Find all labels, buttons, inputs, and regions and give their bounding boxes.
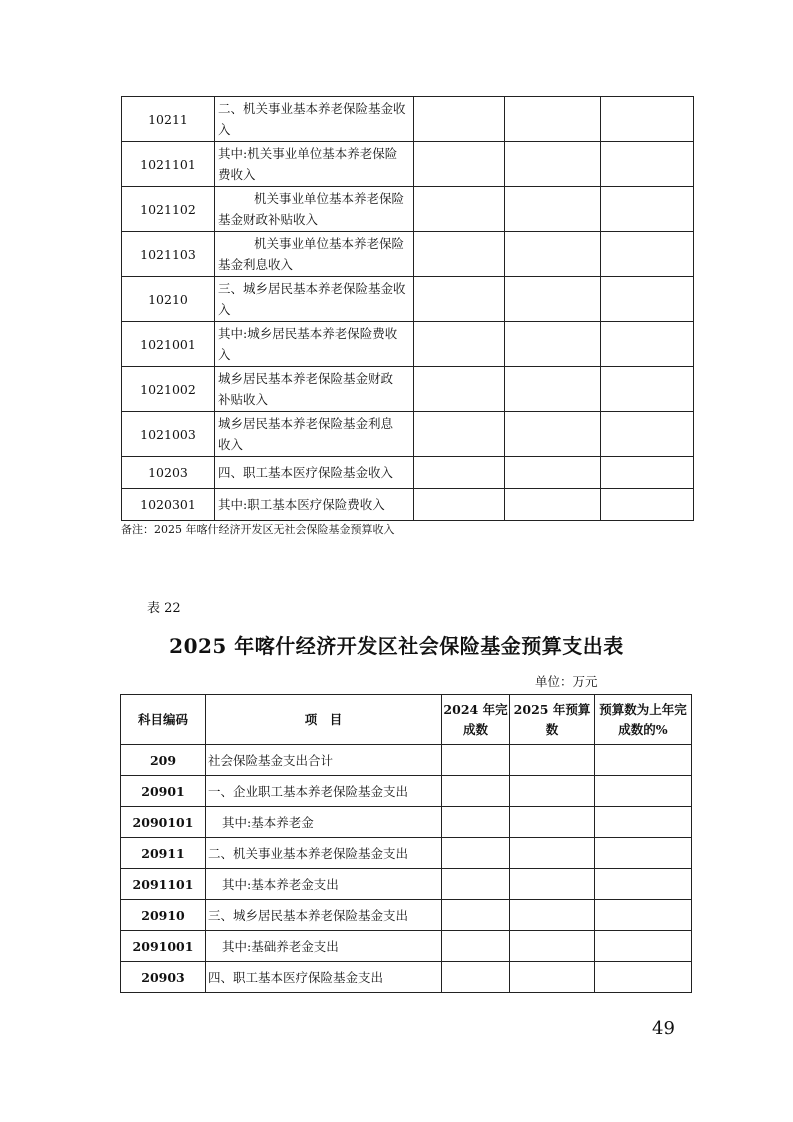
empty-cell bbox=[505, 322, 601, 367]
empty-cell bbox=[595, 869, 692, 900]
expenditure-table bbox=[120, 694, 692, 993]
empty-cell bbox=[414, 277, 505, 322]
table-number: 表 22 bbox=[147, 601, 181, 616]
header-ratio: 预算数为上年完 成数的% bbox=[595, 695, 692, 745]
empty-cell bbox=[595, 745, 692, 776]
subject-code: 20910 bbox=[121, 900, 206, 931]
empty-cell bbox=[510, 931, 595, 962]
item-name: 其中:城乡居民基本养老保险费收 入 bbox=[215, 322, 414, 367]
item-name: 三、城乡居民基本养老保险基金支出 bbox=[206, 900, 442, 931]
empty-cell bbox=[510, 745, 595, 776]
empty-cell bbox=[442, 900, 510, 931]
table-row bbox=[121, 962, 692, 993]
subject-code: 1021002 bbox=[122, 367, 215, 412]
item-name: 其中:基本养老金 bbox=[206, 807, 442, 838]
empty-cell bbox=[442, 931, 510, 962]
empty-cell bbox=[601, 187, 694, 232]
empty-cell bbox=[505, 489, 601, 521]
empty-cell bbox=[601, 97, 694, 142]
item-name: 其中:职工基本医疗保险费收入 bbox=[215, 489, 414, 521]
revenue-continuation-table bbox=[121, 96, 694, 521]
table-row bbox=[122, 277, 694, 322]
subject-code: 10203 bbox=[122, 457, 215, 489]
empty-cell bbox=[414, 367, 505, 412]
footnote: 备注：2025 年喀什经济开发区无社会保险基金预算收入 bbox=[121, 523, 395, 536]
empty-cell bbox=[601, 142, 694, 187]
empty-cell bbox=[601, 277, 694, 322]
empty-cell bbox=[414, 142, 505, 187]
empty-cell bbox=[595, 838, 692, 869]
item-name: 二、机关事业基本养老保险基金收 入 bbox=[215, 97, 414, 142]
empty-cell bbox=[510, 869, 595, 900]
empty-cell bbox=[442, 807, 510, 838]
table-row bbox=[122, 232, 694, 277]
empty-cell bbox=[505, 232, 601, 277]
empty-cell bbox=[442, 838, 510, 869]
empty-cell bbox=[601, 367, 694, 412]
empty-cell bbox=[505, 187, 601, 232]
table-row bbox=[122, 412, 694, 457]
empty-cell bbox=[595, 931, 692, 962]
item-name: 城乡居民基本养老保险基金利息 收入 bbox=[215, 412, 414, 457]
empty-cell bbox=[414, 457, 505, 489]
item-name: 一、企业职工基本养老保险基金支出 bbox=[206, 776, 442, 807]
table-row bbox=[122, 142, 694, 187]
empty-cell bbox=[442, 745, 510, 776]
table-row bbox=[122, 97, 694, 142]
empty-cell bbox=[510, 900, 595, 931]
empty-cell bbox=[505, 367, 601, 412]
unit-label: 单位：万元 bbox=[535, 674, 598, 689]
empty-cell bbox=[414, 489, 505, 521]
subject-code: 1021102 bbox=[122, 187, 215, 232]
empty-cell bbox=[505, 97, 601, 142]
item-name: 城乡居民基本养老保险基金财政 补贴收入 bbox=[215, 367, 414, 412]
item-name: 其中:机关事业单位基本养老保险 费收入 bbox=[215, 142, 414, 187]
item-name: 其中:基础养老金支出 bbox=[206, 931, 442, 962]
subject-code: 20901 bbox=[121, 776, 206, 807]
empty-cell bbox=[442, 962, 510, 993]
table-row bbox=[121, 745, 692, 776]
item-name: 二、机关事业基本养老保险基金支出 bbox=[206, 838, 442, 869]
subject-code: 1021101 bbox=[122, 142, 215, 187]
item-name: 其中:基本养老金支出 bbox=[206, 869, 442, 900]
page-title: 2025 年喀什经济开发区社会保险基金预算支出表 bbox=[169, 634, 624, 658]
table-row bbox=[121, 931, 692, 962]
empty-cell bbox=[510, 807, 595, 838]
item-name: 机关事业单位基本养老保险 基金财政补贴收入 bbox=[215, 187, 414, 232]
subject-code: 2090101 bbox=[121, 807, 206, 838]
header-budget: 2025 年预算数 bbox=[510, 695, 595, 745]
empty-cell bbox=[510, 962, 595, 993]
header-code: 科目编码 bbox=[121, 695, 206, 745]
header-prev-year: 2024 年完 成数 bbox=[442, 695, 510, 745]
empty-cell bbox=[595, 776, 692, 807]
table-row bbox=[121, 776, 692, 807]
table-row bbox=[121, 807, 692, 838]
item-name: 机关事业单位基本养老保险 基金利息收入 bbox=[215, 232, 414, 277]
empty-cell bbox=[601, 457, 694, 489]
table-row bbox=[122, 367, 694, 412]
table-row bbox=[121, 838, 692, 869]
empty-cell bbox=[414, 232, 505, 277]
subject-code: 1021003 bbox=[122, 412, 215, 457]
empty-cell bbox=[442, 776, 510, 807]
page-number: 49 bbox=[652, 1018, 675, 1039]
item-name: 四、职工基本医疗保险基金支出 bbox=[206, 962, 442, 993]
empty-cell bbox=[595, 900, 692, 931]
subject-code: 10210 bbox=[122, 277, 215, 322]
subject-code: 1021001 bbox=[122, 322, 215, 367]
table-row bbox=[121, 869, 692, 900]
subject-code: 209 bbox=[121, 745, 206, 776]
empty-cell bbox=[505, 412, 601, 457]
subject-code: 20903 bbox=[121, 962, 206, 993]
subject-code: 20911 bbox=[121, 838, 206, 869]
empty-cell bbox=[595, 807, 692, 838]
table-row bbox=[122, 322, 694, 367]
table-row bbox=[122, 489, 694, 521]
item-name: 三、城乡居民基本养老保险基金收 入 bbox=[215, 277, 414, 322]
empty-cell bbox=[414, 322, 505, 367]
empty-cell bbox=[414, 97, 505, 142]
empty-cell bbox=[510, 776, 595, 807]
item-name: 四、职工基本医疗保险基金收入 bbox=[215, 457, 414, 489]
empty-cell bbox=[601, 412, 694, 457]
table-header-row bbox=[121, 695, 692, 745]
empty-cell bbox=[601, 489, 694, 521]
empty-cell bbox=[414, 412, 505, 457]
subject-code: 2091101 bbox=[121, 869, 206, 900]
empty-cell bbox=[510, 838, 595, 869]
subject-code: 1020301 bbox=[122, 489, 215, 521]
table-row bbox=[122, 457, 694, 489]
table-row bbox=[122, 187, 694, 232]
header-item: 项 目 bbox=[206, 695, 442, 745]
empty-cell bbox=[442, 869, 510, 900]
item-name: 社会保险基金支出合计 bbox=[206, 745, 442, 776]
empty-cell bbox=[601, 232, 694, 277]
empty-cell bbox=[505, 457, 601, 489]
subject-code: 1021103 bbox=[122, 232, 215, 277]
empty-cell bbox=[505, 142, 601, 187]
empty-cell bbox=[505, 277, 601, 322]
subject-code: 2091001 bbox=[121, 931, 206, 962]
empty-cell bbox=[595, 962, 692, 993]
empty-cell bbox=[414, 187, 505, 232]
table-row bbox=[121, 900, 692, 931]
empty-cell bbox=[601, 322, 694, 367]
subject-code: 10211 bbox=[122, 97, 215, 142]
